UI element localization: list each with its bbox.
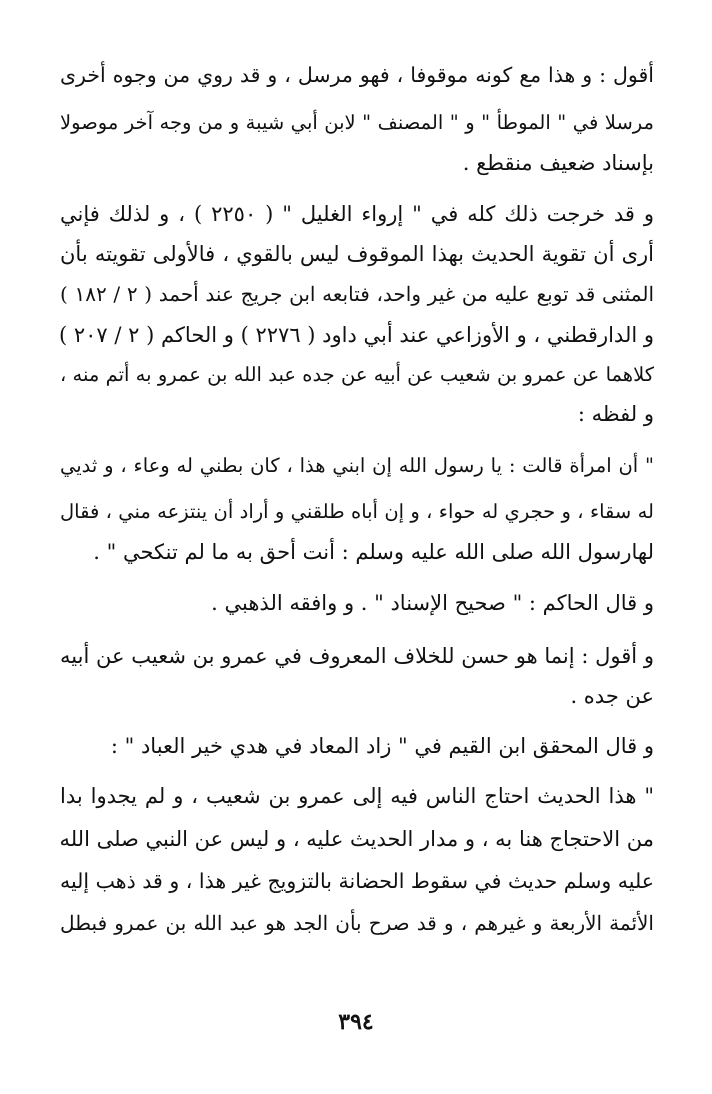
text-line: عليه وسلم حديث في سقوط الحضانة بالتزويج غير هذا ، و قد ذهب إليه: [60, 869, 654, 893]
text-line: لهارسول الله صلى الله عليه وسلم : أنت أحق به ما لم تنكحي " .: [93, 540, 654, 564]
text-line: مرسلا في " الموطأ " و " المصنف " لابن أبي شيبة و من وجه آخر موصولا: [60, 111, 654, 134]
text-line: و لفظه :: [577, 402, 654, 426]
text-line: " أن امرأة قالت : يا رسول الله إن ابني هذا ، كان بطني له وعاء ، و ثديي: [60, 454, 654, 477]
text-line: له سقاء ، و حجري له حواء ، و إن أباه طلقني و أراد أن ينتزعه مني ، فقال: [60, 500, 654, 523]
text-line: و قال الحاكم : " صحيح الإسناد " . و وافقه الذهبي .: [211, 591, 654, 615]
text-line: أقول : و هذا مع كونه موقوفا ، فهو مرسل ، و قد روي من وجوه أخرى: [60, 63, 654, 87]
text-line: الأئمة الأربعة و غيرهم ، و قد صرح بأن الجد هو عبد الله بن عمرو فبطل: [60, 911, 654, 935]
text-line: و أقول : إنما هو حسن للخلاف المعروف في عمرو بن شعيب عن أبيه: [60, 644, 654, 668]
text-line: من الاحتجاج هنا به ، و مدار الحديث عليه ، و ليس عن النبي صلى الله: [59, 827, 654, 851]
text-line: المثنى قد توبع عليه من غير واحد، فتابعه ابن جريج عند أحمد ( ٢ / ١٨٢ ): [60, 282, 654, 306]
text-line: و قد خرجت ذلك كله في " إرواء الغليل " ( ٢٢٥٠ ) ، و لذلك فإني: [60, 202, 654, 226]
text-line: " هذا الحديث احتاج الناس فيه إلى عمرو بن شعيب ، و لم يجدوا بدا: [60, 784, 654, 808]
page-number: ٣٩٤: [338, 1009, 374, 1035]
text-line: و الدارقطني ، و الأوزاعي عند أبي داود ( ٢٢٧٦ ) و الحاكم ( ٢ / ٢٠٧ ): [58, 323, 654, 347]
text-line: و قال المحقق ابن القيم في " زاد المعاد في هدي خير العباد " :: [110, 734, 654, 758]
text-line: عن جده .: [570, 684, 654, 708]
text-line: أرى أن تقوية الحديث بهذا الموقوف ليس بالقوي ، فالأولى تقويته بأن: [60, 242, 654, 266]
text-line: كلاهما عن عمرو بن شعيب عن أبيه عن جده عبد الله بن عمرو به أتم منه ،: [60, 363, 654, 386]
text-line: بإسناد ضعيف منقطع .: [462, 151, 654, 175]
